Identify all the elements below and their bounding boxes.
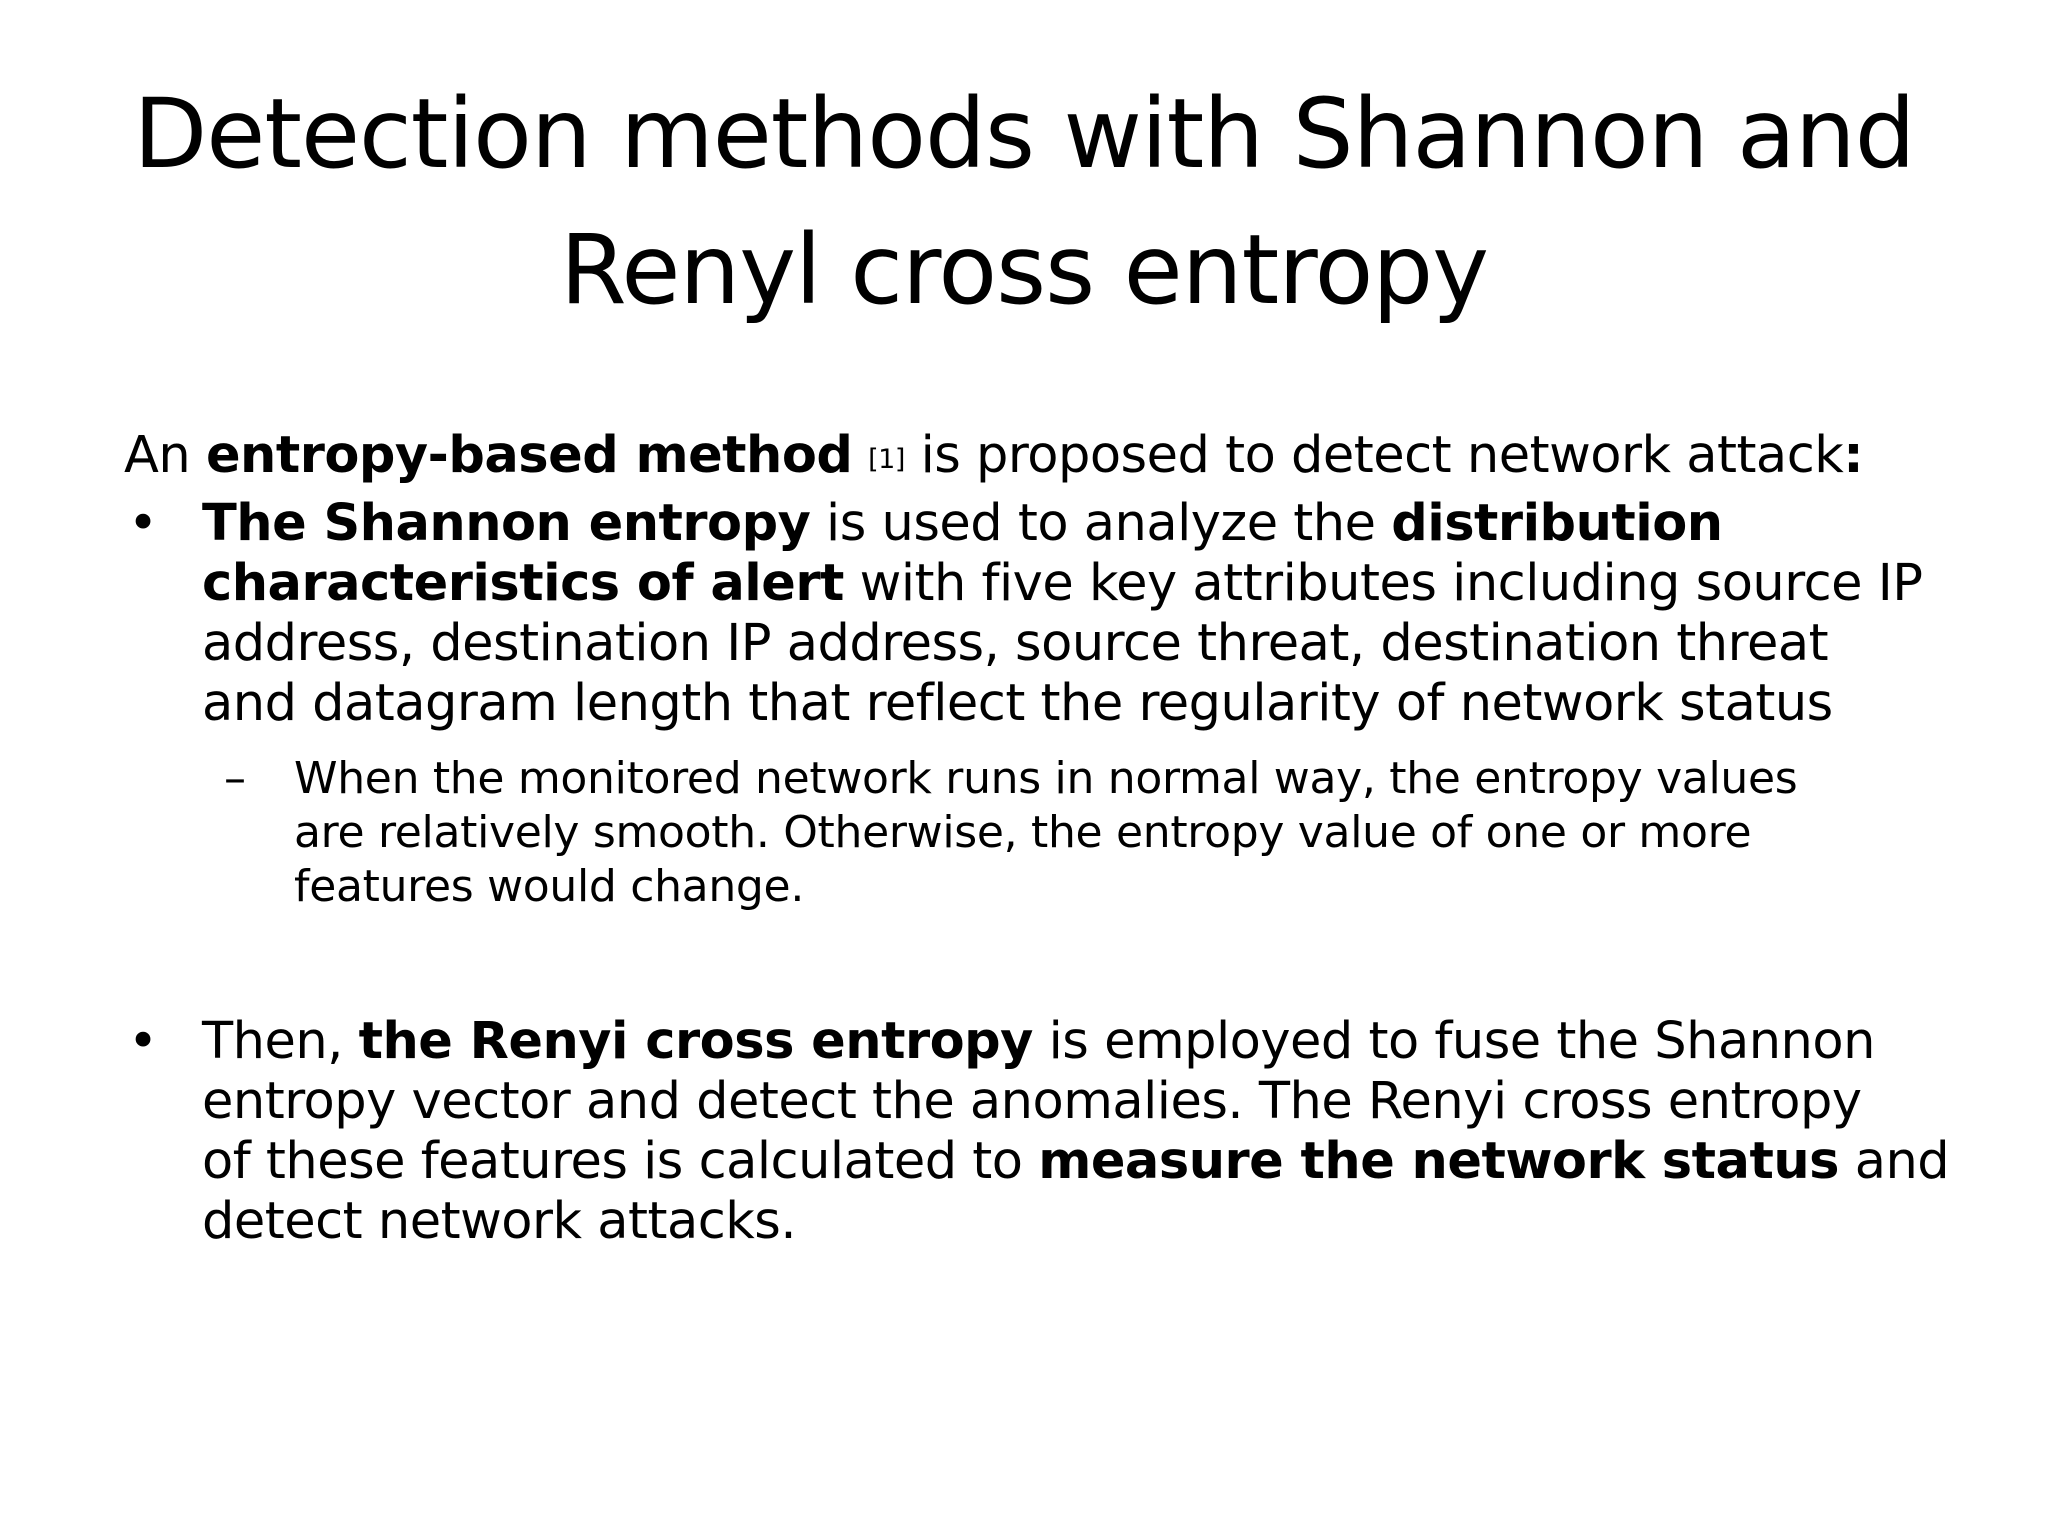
- bullet2-bold-1: the Renyi cross entropy: [358, 1012, 1033, 1071]
- bullet2-bold-2: measure the network status: [1038, 1132, 1839, 1191]
- bullet2-text-4: and: [1839, 1132, 1950, 1191]
- sub1-line-3: features would change.: [294, 861, 805, 912]
- bullet1-line-1: [202, 494, 1924, 554]
- bullet-marker: •: [128, 1012, 158, 1071]
- bullet1-bold-3: characteristics of alert: [202, 554, 844, 613]
- title-line-2: Renyl cross entropy: [559, 214, 1489, 326]
- bullet1-bold-1: The Shannon entropy: [202, 494, 811, 553]
- slide-title: [100, 66, 1948, 338]
- intro-paragraph: [124, 424, 1924, 492]
- bullet2-line-3: [202, 1132, 1950, 1192]
- bullet2-text-2: is employed to fuse the Shannon: [1032, 1012, 1875, 1071]
- bullet1-line-3: address, destination IP address, source threat, destination threat: [202, 614, 1829, 673]
- bullet2-line-4: detect network attacks.: [202, 1192, 797, 1251]
- bullet2-text-1: Then,: [202, 1012, 359, 1071]
- bullet-renyi: [124, 1012, 1950, 1252]
- intro-text-1: An: [124, 426, 206, 485]
- dash-marker: –: [224, 753, 246, 804]
- citation-ref: [1]: [868, 444, 905, 475]
- sub1-line-2: are relatively smooth. Otherwise, the entropy value of one or more: [294, 807, 1752, 858]
- bullet2-text-3: of these features is calculated to: [202, 1132, 1039, 1191]
- intro-text-2: is proposed to detect network attack: [904, 426, 1844, 485]
- sub-bullet-entropy-values: [124, 752, 1924, 914]
- slide-body: [124, 424, 1950, 1252]
- bullet1-line-4: and datagram length that reflect the regularity of network status: [202, 674, 1833, 733]
- title-line-1: Detection methods with Shannon and: [133, 78, 1915, 190]
- sub1-line-1: When the monitored network runs in normal way, the entropy values: [294, 753, 1798, 804]
- bullet1-bold-2: distribution: [1391, 494, 1723, 553]
- bullet2-line-1: [202, 1012, 1924, 1072]
- bullet-shannon: [124, 494, 1924, 734]
- bullet1-text-1: is used to analyze the: [810, 494, 1392, 553]
- bullet1-line-2: [202, 554, 1924, 614]
- intro-bold-1: entropy-based method: [205, 426, 853, 485]
- bullet-marker: •: [128, 494, 158, 553]
- intro-bold-2: :: [1843, 426, 1864, 485]
- bullet2-line-2: entropy vector and detect the anomalies. The Renyi cross entropy: [202, 1072, 1862, 1131]
- bullet1-text-2: with five key attributes including source IP: [843, 554, 1923, 613]
